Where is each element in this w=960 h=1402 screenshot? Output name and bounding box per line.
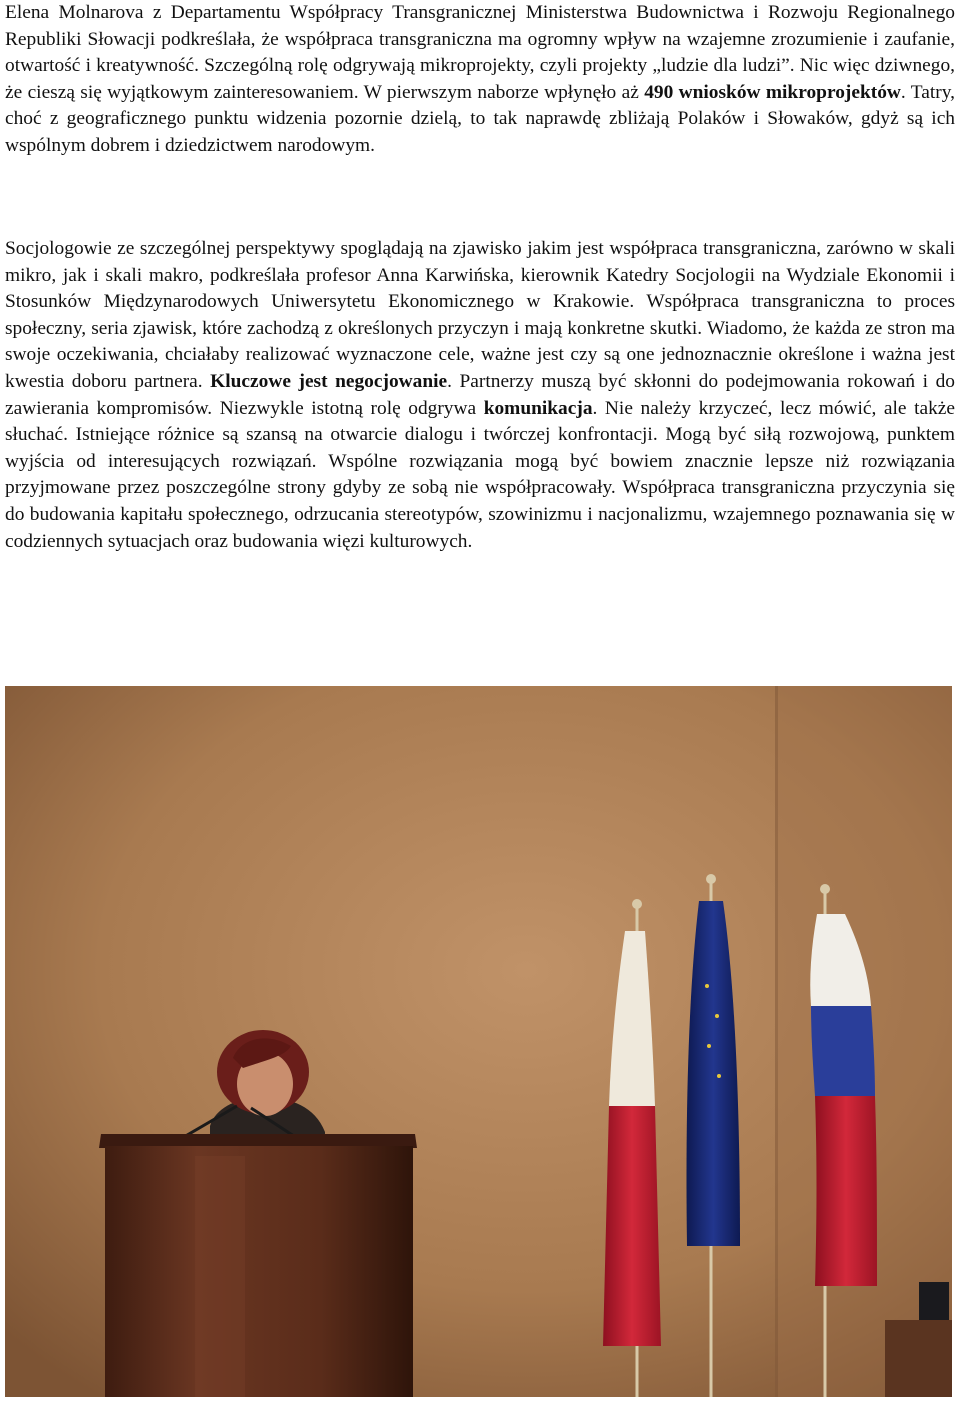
paragraph-1-text-a: Elena Molnarova z Departamentu Współpracy Transgranicznej Ministerstwa Budownictwa i Rozwoju Regionalnego Republiki Słowacji podkreślała, że współpraca transgraniczna ma ogromny wpływ na wzajemne zrozumienie i zaufanie, otwartość i kreatywność. Szczególną rolę odgrywają mikroprojekty, czyli projekty „ludzie dla ludzi”. Nic więc dziwnego, że cieszą się wyjątkowym zainteresowaniem. W pierwszym naborze wpłynęło aż (5, 2, 955, 103)
flag-slovakia-red (815, 1096, 877, 1286)
paragraph-2-bold-communication: komunikacja (483, 397, 593, 419)
flag-poland-red (603, 1106, 661, 1346)
paragraph-2-bold-negotiation: Kluczowe jest negocjowanie (210, 370, 448, 392)
eu-star (707, 1044, 711, 1048)
podium-body (105, 1146, 413, 1397)
side-table (885, 1320, 952, 1397)
paragraph-1-bold-microprojects: 490 wniosków mikroprojektów (644, 81, 901, 103)
paragraph-karwinska (5, 236, 955, 555)
flag-slovakia-blue (811, 1006, 875, 1096)
paragraph-2-text-b: . Partnerzy muszą być skłonni do podejmowania rokowań i do zawierania kompromisów. Niezwykle istotną rolę odgrywa (5, 370, 955, 419)
laptop-screen (919, 1282, 949, 1320)
podium-top (99, 1134, 417, 1148)
pole-finial-right (820, 884, 830, 894)
podium-highlight (195, 1156, 245, 1397)
paragraph-molnarova (5, 0, 955, 160)
wall-panel-edge (775, 686, 778, 1397)
eu-star (715, 1014, 719, 1018)
pole-finial-left (632, 899, 642, 909)
speaker-podium-photo (5, 686, 952, 1397)
paragraph-2-text-c: . Nie należy krzyczeć, lecz mówić, ale także słuchać. Istniejące różnice są szansą na otwarcie dialogu i twórczej konfrontacji. Mogą być siłą rozwojową, punktem wyjścia od interesujących rozwiązań. Wspólne rozwiązania mogą być bowiem znacznie lepsze niż rozwiązania przyjmowane przez poszczególne strony gdyby ze sobą nie współpracowały. Współpraca transgraniczna przyczynia się do budowania kapitału społecznego, odrzucania stereotypów, szowinizmu i nacjonalizmu, wzajemnego poznawania się w codziennych sytuacjach oraz budowania więzi kulturowych. (5, 397, 955, 552)
pole-finial-middle (706, 874, 716, 884)
eu-star (705, 984, 709, 988)
paragraph-2-text-a: Socjologowie ze szczególnej perspektywy spoglądają na zjawisko jakim jest współpraca transgraniczna, zarówno w skali mikro, jak i skali makro, podkreślała profesor Anna Karwińska, kierownik Katedry Socjologii na Wydziale Ekonomii i Stosunków Międzynarodowych Uniwersytetu Ekonomicznego w Krakowie. Współpraca transgraniczna to proces społeczny, seria zjawisk, które zachodzą z określonych przyczyn i mają konkretne skutki. Wiadomo, że każda ze stron ma swoje oczekiwania, chciałaby realizować wyznaczone cele, ważne jest czy są one jednoznacznie określone i ważna jest kwestia doboru partnera. (5, 238, 955, 392)
eu-star (717, 1074, 721, 1078)
paragraph-1-text-b: . Tatry, choć z geograficznego punktu widzenia pozornie dzielą, to tak naprawdę zbliżają Polaków i Słowaków, gdyż są ich wspólnym dobrem i dziedzictwem narodowym. (5, 81, 955, 156)
